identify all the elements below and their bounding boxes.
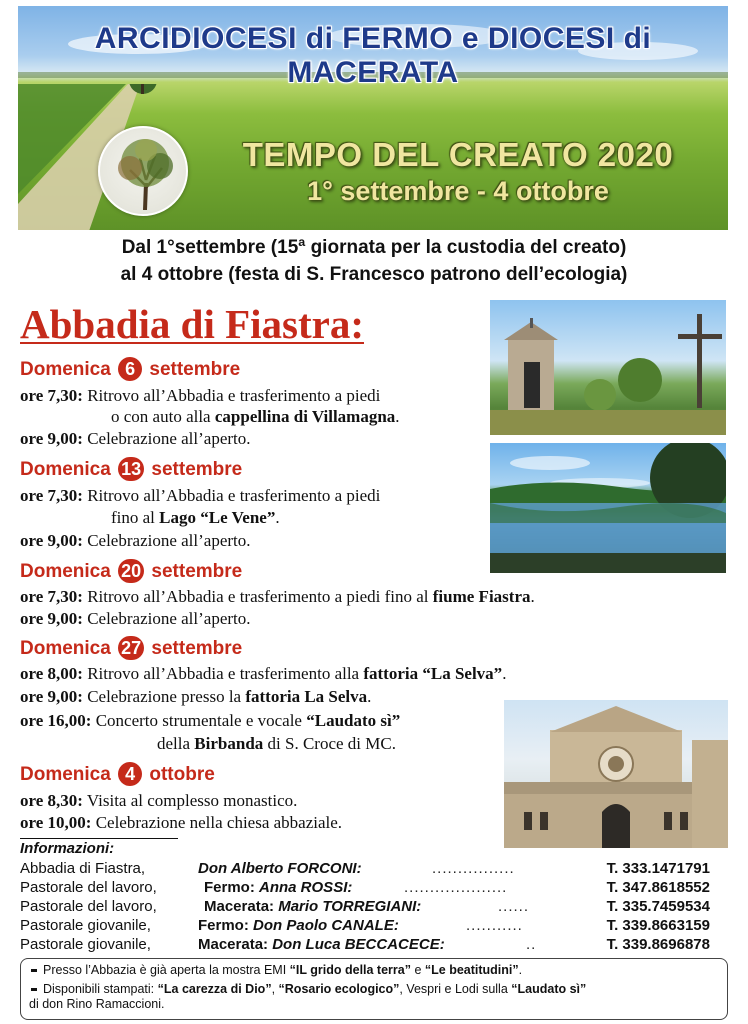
info-heading: Informazioni: (20, 840, 115, 857)
note-text: Presso l’Abbazia è già aperta la mostra EMI (43, 963, 290, 977)
schedule-item-continued (111, 507, 280, 528)
event-dates: 1° settembre - 4 ottobre (307, 176, 609, 206)
schedule-item (20, 790, 297, 811)
note-text: , Vespri e Lodi sulla (399, 982, 512, 996)
schedule-text: o con auto alla (111, 407, 215, 426)
schedule-text: . (367, 687, 372, 706)
contact-row (20, 898, 710, 916)
contact-person: Don Alberto FORCONI: (198, 860, 362, 877)
schedule-text: Visita al complesso monastico. (82, 791, 298, 810)
day-number-badge: 4 (118, 762, 142, 786)
schedule-item (20, 710, 400, 731)
day-number-badge: 6 (118, 357, 142, 381)
contact-organization: Abbadia di Fiastra, (20, 860, 146, 877)
contact-organization: Pastorale del lavoro, (20, 898, 157, 915)
schedule-time: ore 7,30: (20, 587, 83, 606)
day-heading-6-settembre (20, 358, 240, 382)
publication-title: “Rosario ecologico” (278, 982, 400, 996)
schedule-item-continued (111, 406, 400, 427)
schedule-text: . (530, 587, 535, 606)
location-title: Abbadia di Fiastra: (20, 301, 364, 347)
contact-phone: T. 339.8663159 (606, 917, 710, 934)
contact-organization: Pastorale del lavoro, (20, 879, 157, 896)
schedule-text: Celebrazione all’aperto. (82, 609, 251, 628)
day-word: Domenica (20, 764, 111, 786)
schedule-time: ore 8,30: (20, 791, 83, 810)
abbey-church-photo (504, 700, 728, 848)
schedule-text: Celebrazione all’aperto. (82, 429, 251, 448)
contact-phone: T. 333.1471791 (606, 860, 710, 877)
schedule-text: Concerto strumentale e vocale (91, 711, 307, 730)
schedule-text: di S. Croce di MC. (263, 734, 396, 753)
intro-text (18, 234, 730, 288)
contact-diocese: Macerata: (198, 936, 273, 953)
day-number-badge: 20 (118, 559, 144, 583)
contact-person: Don Luca BECCACECE: (272, 936, 445, 953)
day-word: Domenica (20, 459, 111, 481)
note-text: Disponibili stampati: (43, 982, 158, 996)
schedule-text: Celebrazione all’aperto. (82, 531, 251, 550)
schedule-text: fino al (111, 508, 160, 527)
contact-diocese: Fermo: (204, 879, 260, 896)
schedule-time: ore 7,30: (20, 486, 83, 505)
contact-row (20, 936, 710, 954)
contact-dots: .................... (404, 879, 508, 896)
schedule-item (20, 686, 371, 707)
note-text: . (518, 963, 523, 977)
contact-organization: Pastorale giovanile, (20, 936, 151, 953)
schedule-item (20, 485, 380, 506)
schedule-item (20, 428, 251, 449)
note-text: e (410, 963, 425, 977)
event-title: TEMPO DEL CREATO 2020 (242, 136, 674, 173)
day-heading-20-settembre (20, 560, 242, 584)
day-month: settembre (151, 638, 243, 660)
schedule-time: ore 8,00: (20, 664, 83, 683)
schedule-text: Ritrovo all’Abbadia e trasferimento a piedi (82, 486, 381, 505)
schedule-item (20, 663, 506, 684)
lago-le-vene-photo (490, 443, 726, 573)
contact-phone: T. 335.7459534 (606, 898, 710, 915)
tree-logo-icon (98, 126, 188, 216)
destination-name: cappellina di Villamagna (214, 407, 396, 426)
contact-person: Don Paolo CANALE: (253, 917, 399, 934)
contact-person: Anna ROSSI: (259, 879, 353, 896)
contact-diocese: Macerata: (204, 898, 279, 915)
schedule-time: ore 10,00: (20, 813, 92, 832)
intro-line-2: al 4 ottobre (festa di S. Francesco patrono dell’ecologia) (120, 264, 628, 285)
schedule-text: . (275, 508, 280, 527)
day-heading-13-settembre (20, 458, 242, 482)
schedule-time: ore 9,00: (20, 609, 83, 628)
contact-phone: T. 339.8696878 (606, 936, 710, 953)
day-word: Domenica (20, 359, 111, 381)
schedule-text: . (395, 407, 400, 426)
contact-row (20, 860, 710, 878)
contact-dots: ................ (432, 860, 515, 877)
contact-diocese: Fermo: (198, 917, 254, 934)
schedule-item (20, 385, 380, 406)
schedule-item-continued (157, 733, 396, 754)
schedule-text: Celebrazione presso la (82, 687, 246, 706)
destination-name: fiume Fiastra (432, 587, 531, 606)
note-printed-materials (29, 982, 719, 997)
exhibition-title: “IL grido della terra” (289, 963, 411, 977)
day-number-badge: 13 (118, 457, 144, 481)
note-exhibition (29, 963, 719, 978)
header-banner (18, 6, 728, 230)
contact-row (20, 917, 710, 935)
day-month: ottobre (149, 764, 215, 786)
contact-organization: Pastorale giovanile, (20, 917, 151, 934)
schedule-item (20, 530, 251, 551)
schedule-text: . (502, 664, 507, 683)
chapel-villamagna-photo (490, 300, 726, 435)
band-name: Birbanda (194, 734, 264, 753)
publication-title: “Laudato sì” (511, 982, 587, 996)
schedule-time: ore 9,00: (20, 429, 83, 448)
publication-title: “La carezza di Dio” (157, 982, 272, 996)
diocese-title: ARCIDIOCESI di FERMO e DIOCESI di MACERATA (94, 22, 652, 89)
day-month: settembre (151, 561, 243, 583)
notes-box (20, 958, 728, 1020)
schedule-text: Ritrovo all’Abbadia e trasferimento alla (82, 664, 364, 683)
exhibition-title: “Le beatitudini” (424, 963, 519, 977)
concert-title: “Laudato sì” (306, 711, 401, 730)
contact-person: Mario TORREGIANI: (278, 898, 422, 915)
contact-dots: ...... (498, 898, 530, 915)
destination-name: Lago “Le Vene” (159, 508, 276, 527)
note-author: di don Rino Ramaccioni. (29, 997, 165, 1011)
schedule-text: della (157, 734, 195, 753)
contact-dots: ........... (466, 917, 523, 934)
schedule-text: Ritrovo all’Abbadia e trasferimento a piedi (82, 386, 381, 405)
day-month: settembre (149, 359, 241, 381)
schedule-time: ore 16,00: (20, 711, 92, 730)
day-heading-27-settembre (20, 637, 242, 661)
day-month: settembre (151, 459, 243, 481)
schedule-item (20, 812, 342, 833)
schedule-time: ore 7,30: (20, 386, 83, 405)
schedule-time: ore 9,00: (20, 531, 83, 550)
day-word: Domenica (20, 638, 111, 660)
destination-name: fattoria La Selva (245, 687, 368, 706)
schedule-item (20, 608, 251, 629)
schedule-time: ore 9,00: (20, 687, 83, 706)
schedule-text: Celebrazione nella chiesa abbaziale. (91, 813, 343, 832)
destination-name: fattoria “La Selva” (363, 664, 503, 683)
contact-dots: .. (526, 936, 537, 953)
schedule-text: Ritrovo all’Abbadia e trasferimento a piedi fino al (82, 587, 433, 606)
day-heading-4-ottobre (20, 763, 215, 787)
schedule-item (20, 586, 535, 607)
contact-row (20, 879, 710, 897)
info-divider (20, 838, 178, 839)
contact-phone: T. 347.8618552 (606, 879, 710, 896)
day-number-badge: 27 (118, 636, 144, 660)
day-word: Domenica (20, 561, 111, 583)
intro-line-1: Dal 1°settembre (15ª giornata per la custodia del creato) (121, 237, 627, 258)
note-text: , (271, 982, 279, 996)
